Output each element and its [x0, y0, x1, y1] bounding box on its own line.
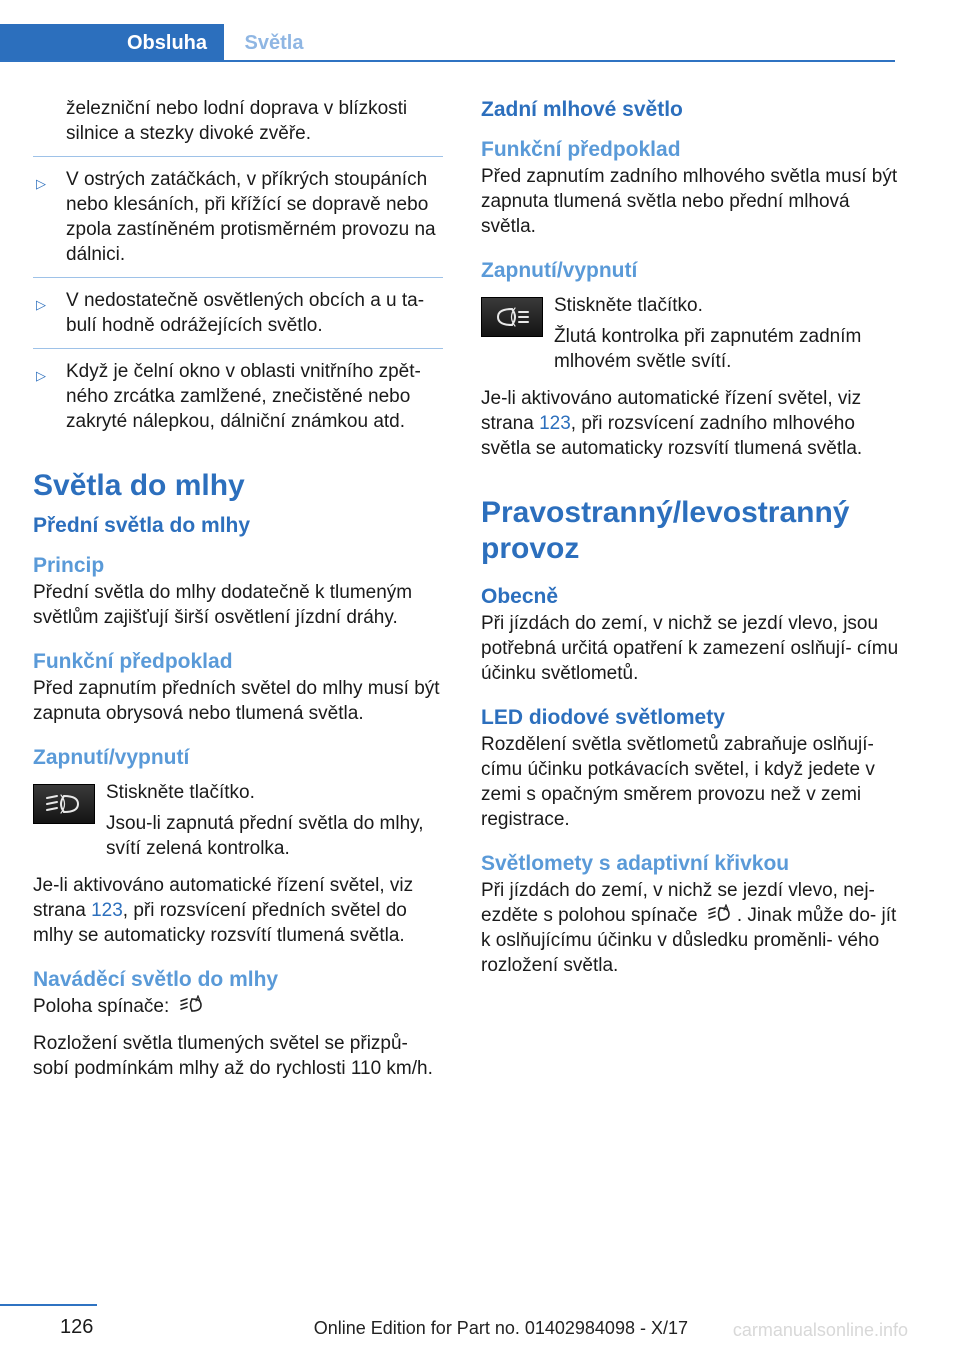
section-title-traffic-side: Pravostranný/levostranný provoz — [481, 496, 850, 565]
page-number: 126 — [60, 1316, 94, 1338]
principle-text: Přední světla do mlhy dodatečně k tlumeným světlům zajišťují širší osvětlení jízdní dráhy. — [33, 582, 413, 628]
switch-position-text: Poloha spínače: — [33, 994, 443, 1019]
header-rule — [0, 60, 895, 62]
header-tabs — [0, 24, 895, 62]
footer-rule — [0, 1304, 97, 1306]
tab-svetla[interactable]: Světla — [244, 31, 304, 54]
heading-principle: Princip — [33, 554, 105, 577]
heading-on-off-rear: Zapnutí/vypnutí — [481, 259, 638, 282]
right-column — [481, 96, 901, 978]
intro-continued: železniční nebo lodní doprava v blízkosti silnice a stezky divoké zvěře. — [66, 98, 408, 144]
rear-fog-light-button-icon — [481, 297, 543, 337]
page-link-123[interactable]: 123 — [539, 413, 571, 434]
front-fog-light-button-icon — [33, 784, 95, 824]
front-auto-text: Je-li aktivováno automatické řízení světel, viz strana 123, při rozsvícení předních světel do mlhy se automaticky rozsvítí tlumená světla. — [33, 875, 414, 946]
tab-obsluha[interactable]: Obsluha — [0, 24, 224, 62]
triangle-bullet-icon: ▷ — [36, 176, 46, 191]
low-beam-auto-switch-icon — [707, 904, 733, 924]
rear-button-instruction: Stiskněte tlačítko. — [554, 295, 703, 316]
list-item: ▷ V nedostatečně osvětlených obcích a u ta‐ bulí hodně odrážejících světlo. — [33, 277, 443, 338]
general-text: Při jízdách do zemí, v nichž se jezdí vlevo, jsou potřebná určitá opatření k zamezení oslňují‐ címu účinku světlometů. — [481, 613, 899, 684]
precondition-rear-text: Před zapnutím zadního mlhového světla musí být zapnuta tlumená světla nebo přední mlhová světla. — [481, 166, 898, 237]
rear-fog-button-row — [481, 293, 901, 374]
heading-front-fog-lights: Přední světla do mlhy — [33, 514, 251, 537]
list-item: ▷ Když je čelní okno v oblasti vnitřního zpět‐ ného zrcátka zamlžené, znečistěné nebo zakryté nálepkou, dálniční známkou atd. — [33, 348, 443, 434]
watermark: carmanualsonline.info — [732, 1320, 908, 1340]
edition-note: Online Edition for Part no. 01402984098 - X/17 — [313, 1318, 688, 1338]
triangle-bullet-icon: ▷ — [36, 368, 46, 383]
heading-general: Obecně — [481, 585, 559, 608]
adaptive-text: Při jízdách do zemí, v nichž se jezdí vlevo, nej‐ ezděte s polohou spínače . Jinak může do‐ jít k oslňujícímu účinku v důsledku proměnli‐ vého rozložení světla. — [481, 880, 897, 976]
heading-led-headlights: LED diodové světlomety — [481, 706, 725, 729]
list-item: ▷ V ostrých zatáčkách, v příkrých stoupáních nebo klesáních, při křížící se dopravě nebo zpola zastíněném protisměrném provozu na dálnici. — [33, 156, 443, 267]
heading-precondition-rear: Funkční předpoklad — [481, 138, 681, 161]
front-button-indicator: Jsou-li zapnutá přední světla do mlhy, svítí zelená kontrolka. — [106, 813, 424, 859]
heading-adaptive-headlights: Světlomety s adaptivní křivkou — [481, 852, 790, 875]
heading-on-off: Zapnutí/vypnutí — [33, 746, 190, 769]
triangle-bullet-icon: ▷ — [36, 297, 46, 312]
section-title-fog-lights: Světla do mlhy — [33, 469, 245, 502]
fog-guide-text: Rozložení světla tlumených světel se přizpů‐ sobí podmínkám mlhy až do rychlosti 110 km/h. — [33, 1033, 433, 1079]
led-text: Rozdělení světla světlometů zabraňuje oslňují‐ címu účinku potkávacích světel, i když jedete v zemi s opačným směrem provozu než v zemi registrace. — [481, 734, 875, 830]
front-fog-button-row — [33, 780, 443, 861]
left-column — [33, 96, 443, 1081]
low-beam-auto-switch-icon — [179, 995, 205, 1015]
heading-fog-guide-light: Naváděcí světlo do mlhy — [33, 968, 279, 991]
precondition-text: Před zapnutím předních světel do mlhy musí být zapnuta obrysová nebo tlumená světla. — [33, 678, 440, 724]
heading-precondition: Funkční předpoklad — [33, 650, 233, 673]
rear-button-indicator: Žlutá kontrolka při zapnutém zadním mlhovém světle svítí. — [554, 326, 862, 372]
front-button-instruction: Stiskněte tlačítko. — [106, 782, 255, 803]
page-link-123[interactable]: 123 — [91, 900, 123, 921]
heading-rear-fog-light: Zadní mlhové světlo — [481, 98, 683, 121]
rear-auto-text: Je-li aktivováno automatické řízení světel, viz strana 123, při rozsvícení zadního mlhového světla se automaticky rozsvítí tlumená světla. — [481, 388, 863, 459]
bullet-list — [33, 156, 443, 434]
